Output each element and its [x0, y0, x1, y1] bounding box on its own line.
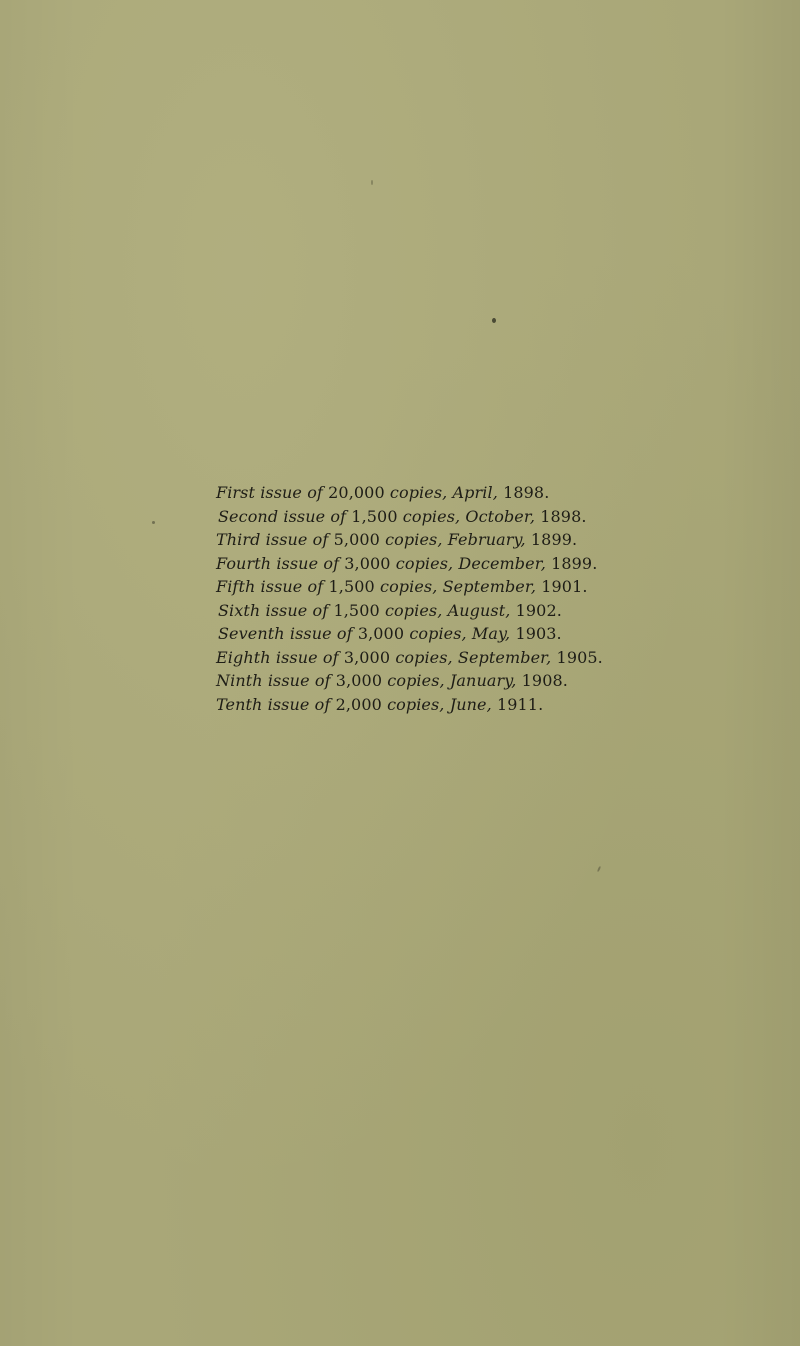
paper-speck: [492, 318, 496, 323]
issue-year: 1911.: [496, 694, 544, 714]
issue-month: June,: [449, 694, 492, 714]
issue-ordinal: Seventh issue of: [218, 624, 353, 643]
issue-month: April,: [452, 483, 498, 502]
issue-copies: 2,000: [335, 694, 382, 714]
issue-unit: copies,: [395, 553, 454, 573]
issue-line-4: [216, 552, 786, 576]
issue-year: 1898.: [503, 483, 550, 502]
issue-year: 1902.: [515, 600, 562, 620]
issue-line-1: [216, 481, 786, 505]
issue-month: May,: [471, 624, 511, 643]
issue-ordinal: Fifth issue of: [216, 577, 324, 596]
issue-line-10: [216, 693, 786, 717]
issue-ordinal: Sixth issue of: [218, 600, 329, 620]
issue-copies: 3,000: [335, 671, 383, 690]
issue-copies: 5,000: [333, 530, 380, 549]
issue-month: December,: [458, 553, 546, 573]
issue-copies: 3,000: [344, 553, 391, 573]
issue-copies: 1,500: [328, 577, 375, 596]
issue-line-2: [216, 505, 786, 529]
issue-year: 1898.: [540, 506, 587, 526]
issue-copies: 3,000: [343, 647, 391, 667]
issue-unit: copies,: [384, 600, 443, 620]
issue-copies: 20,000: [328, 483, 385, 502]
issue-year: 1899.: [530, 530, 578, 549]
issue-ordinal: First issue of: [216, 483, 323, 502]
issue-unit: copies,: [389, 483, 448, 502]
paper-speck: [152, 521, 155, 524]
issue-year: 1901.: [541, 577, 588, 596]
issue-month: August,: [447, 600, 511, 620]
issue-month: October,: [465, 506, 536, 526]
issue-ordinal: Third issue of: [216, 530, 329, 549]
issue-year: 1905.: [556, 647, 603, 667]
issue-ordinal: Tenth issue of: [216, 694, 331, 714]
issue-month: February,: [447, 530, 526, 549]
issue-line-9: [216, 669, 786, 693]
issue-unit: copies,: [395, 647, 453, 667]
issue-line-3: [216, 528, 786, 552]
issue-month: September,: [442, 577, 537, 596]
issue-ordinal: Second issue of: [218, 506, 347, 526]
issue-unit: copies,: [409, 624, 467, 643]
issue-ordinal: Eighth issue of: [216, 647, 339, 667]
issue-month: September,: [457, 647, 552, 667]
issue-ordinal: Fourth issue of: [216, 553, 340, 573]
issue-month: January,: [449, 671, 517, 690]
issue-list: [216, 481, 786, 716]
issue-year: 1908.: [521, 671, 568, 690]
issue-copies: 1,500: [333, 600, 380, 620]
issue-year: 1899.: [551, 553, 598, 573]
issue-year: 1903.: [515, 624, 562, 643]
issue-unit: copies,: [387, 694, 445, 714]
paper-speck: [371, 180, 373, 185]
paper-speck: [597, 866, 601, 872]
issue-unit: copies,: [387, 671, 445, 690]
issue-ordinal: Ninth issue of: [216, 671, 331, 690]
issue-copies: 3,000: [357, 624, 405, 643]
issue-copies: 1,500: [351, 506, 398, 526]
issue-line-8: [216, 646, 786, 670]
issue-unit: copies,: [380, 577, 438, 596]
issue-unit: copies,: [402, 506, 461, 526]
issue-line-6: [216, 599, 786, 623]
issue-line-5: [216, 575, 786, 599]
issue-line-7: [216, 622, 786, 646]
issue-unit: copies,: [385, 530, 443, 549]
